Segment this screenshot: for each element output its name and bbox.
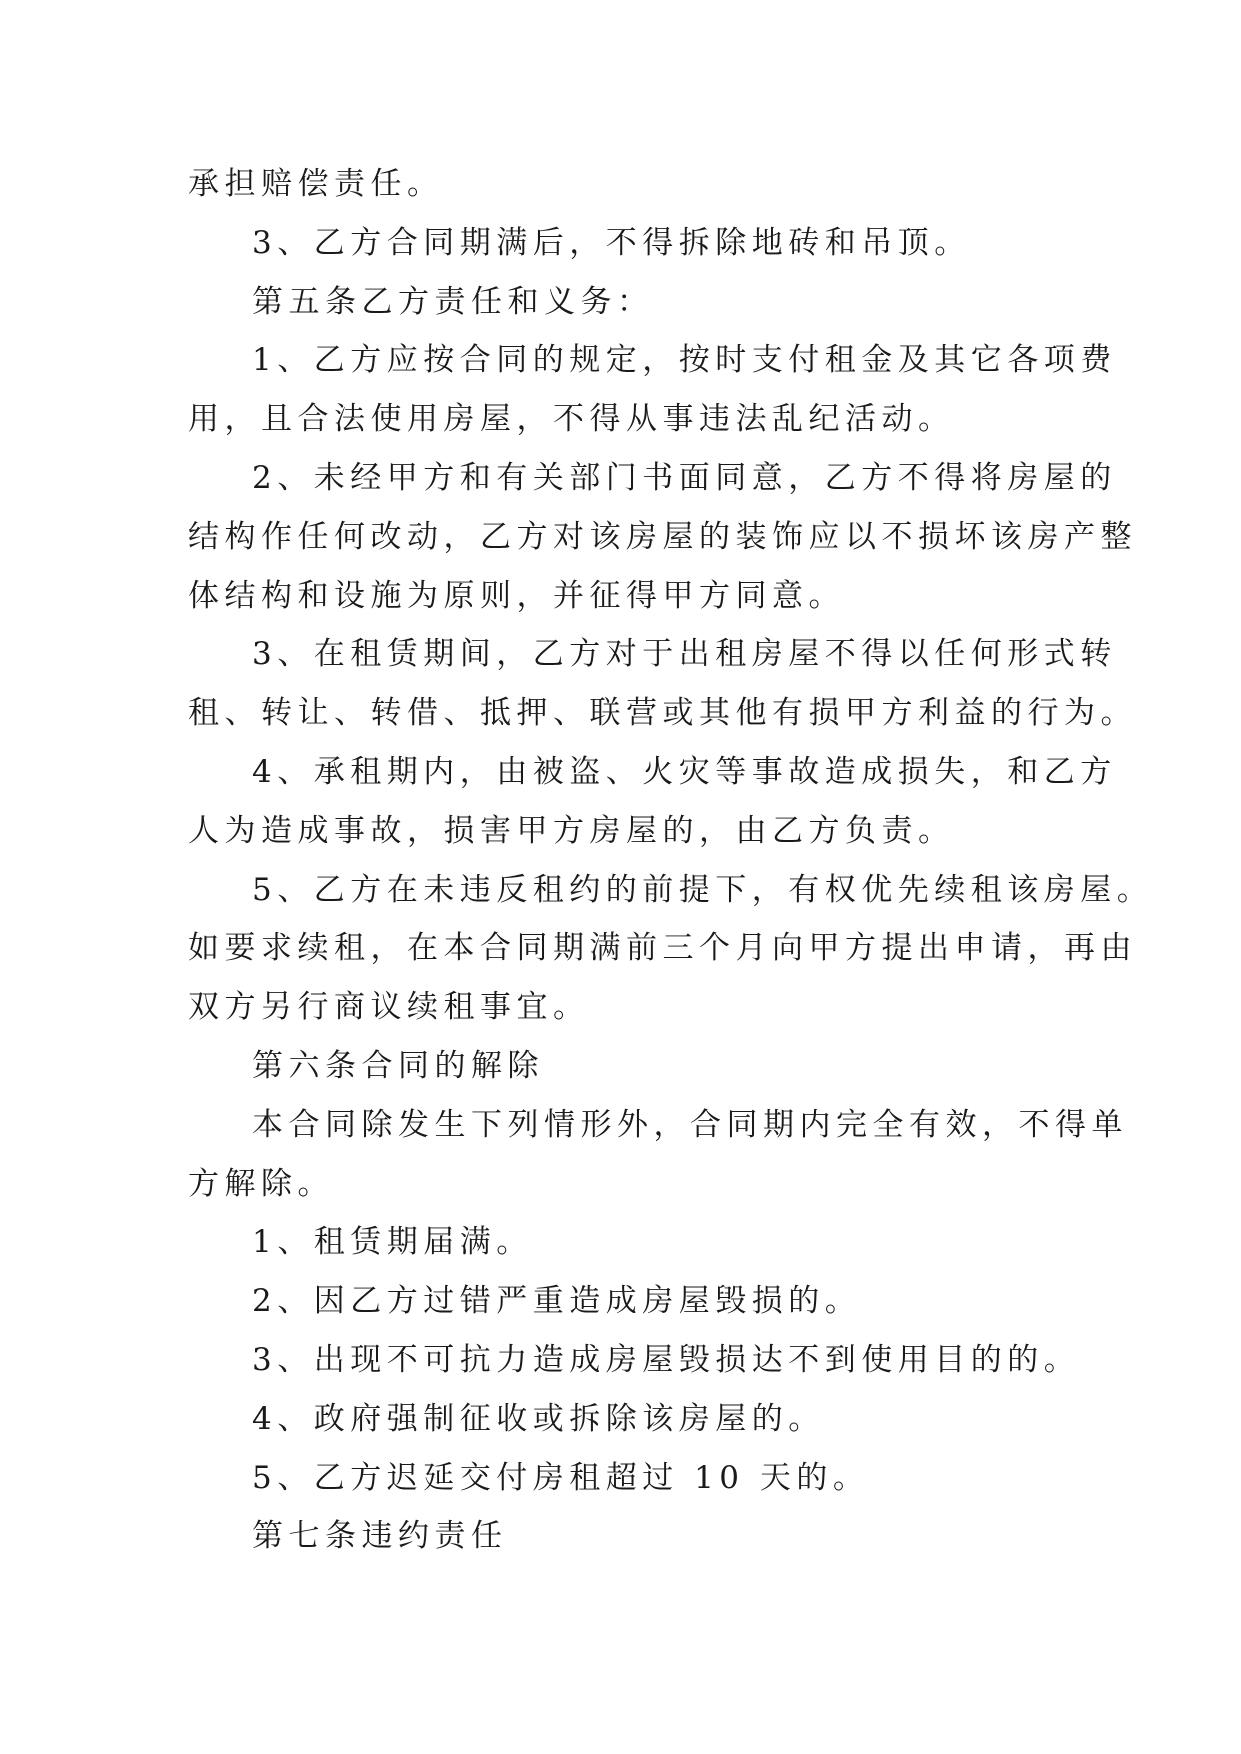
section-heading: 第七条违约责任 bbox=[252, 1518, 508, 1555]
section-heading: 第五条乙方责任和义务： bbox=[252, 283, 654, 320]
text-line: 承担赔偿责任。 bbox=[188, 166, 444, 202]
list-item: 1、租赁期届满。 bbox=[252, 1224, 533, 1261]
text-line: 5、乙方在未违反租约的前提下，有权优先续租该房屋。 bbox=[252, 871, 1154, 908]
contract-body bbox=[188, 155, 1154, 1566]
text-line: 用，且合法使用房屋，不得从事违法乱纪活动。 bbox=[188, 401, 955, 438]
text-line: 双方另行商议续租事宜。 bbox=[188, 989, 590, 1026]
text-line: 1、乙方应按合同的规定，按时支付租金及其它各项费 bbox=[252, 342, 1117, 379]
list-item: 2、因乙方过错严重造成房屋毁损的。 bbox=[252, 1283, 862, 1320]
text-line: 体结构和设施为原则，并征得甲方同意。 bbox=[188, 577, 845, 614]
list-item: 4、政府强制征收或拆除该房屋的。 bbox=[252, 1400, 825, 1437]
text-line: 3、乙方合同期满后，不得拆除地砖和吊顶。 bbox=[252, 224, 971, 261]
text-line: 本合同除发生下列情形外，合同期内完全有效，不得单 bbox=[252, 1106, 1128, 1143]
section-heading: 第六条合同的解除 bbox=[252, 1047, 544, 1084]
text-line: 结构作任何改动，乙方对该房屋的装饰应以不损坏该房产整 bbox=[188, 518, 1137, 555]
text-line: 租、转让、转借、抵押、联营或其他有损甲方利益的行为。 bbox=[188, 695, 1137, 732]
text-line: 人为造成事故，损害甲方房屋的，由乙方负责。 bbox=[188, 812, 955, 849]
text-line: 4、承租期内，由被盗、火灾等事故造成损失，和乙方 bbox=[252, 753, 1117, 790]
text-line: 如要求续租，在本合同期满前三个月向甲方提出申请，再由 bbox=[188, 930, 1137, 967]
list-item: 3、出现不可抗力造成房屋毁损达不到使用目的的。 bbox=[252, 1341, 1081, 1378]
text-line: 3、在租赁期间，乙方对于出租房屋不得以任何形式转 bbox=[252, 636, 1117, 673]
list-item: 5、乙方迟延交付房租超过 10 天的。 bbox=[252, 1459, 870, 1496]
text-line: 方解除。 bbox=[188, 1165, 334, 1202]
text-line: 2、未经甲方和有关部门书面同意，乙方不得将房屋的 bbox=[252, 459, 1117, 496]
